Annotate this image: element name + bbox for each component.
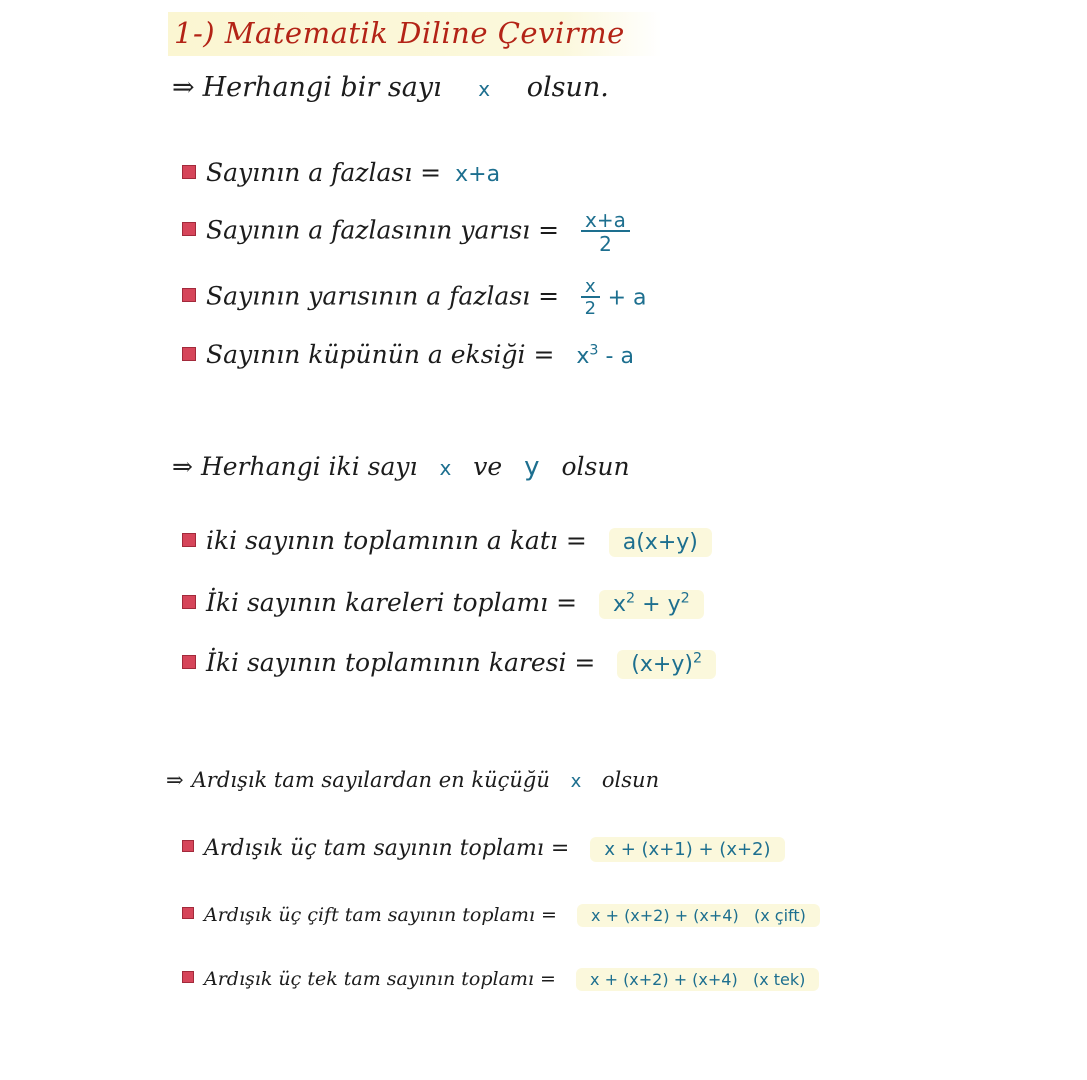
bullet-square-icon	[182, 655, 196, 669]
fraction: $\frac{x+a}{2}$	[581, 210, 630, 254]
list-item: Sayının yarısının a fazlası = $\frac{x}{2}$ + a	[182, 278, 647, 318]
math-expression: x + (x+1) + (x+2)	[590, 837, 784, 862]
math-expression: x + (x+2) + (x+4) (x tek)	[576, 968, 819, 991]
list-item: Ardışık üç tek tam sayının toplamı = x + (x+2) + (x+4) (x tek)	[182, 968, 819, 990]
condition-note: (x tek)	[752, 970, 806, 989]
section1-intro: ⇒ Herhangi bir sayı x olsun.	[172, 72, 609, 103]
fraction: $\frac{x}{2}$	[581, 278, 600, 318]
list-item: iki sayının toplamının a katı = a(x+y)	[182, 526, 712, 555]
list-item: İki sayının kareleri toplamı = $x^2 + y^2$	[182, 588, 704, 617]
bullet-square-icon	[182, 533, 196, 547]
section2-intro: ⇒ Herhangi iki sayı x ve y olsun	[172, 452, 630, 482]
list-item: Sayının a fazlasının yarısı = $\frac{x+a}{2}$	[182, 210, 630, 254]
list-item: İki sayının toplamının karesi = $(x+y)^2$	[182, 648, 716, 677]
implies-arrow-icon: ⇒	[172, 72, 195, 103]
bullet-square-icon	[182, 288, 196, 302]
variable-y: y	[524, 452, 540, 482]
list-item: Ardışık üç tam sayının toplamı = x + (x+1) + (x+2)	[182, 836, 785, 861]
bullet-square-icon	[182, 595, 196, 609]
bullet-square-icon	[182, 840, 194, 852]
bullet-square-icon	[182, 347, 196, 361]
math-expression: $x^3$ - a	[576, 342, 634, 369]
implies-arrow-icon: ⇒	[166, 768, 184, 792]
variable-x: x	[478, 77, 491, 101]
variable-x: x	[570, 771, 582, 792]
list-item: Sayının küpünün a eksiği = $x^3$ - a	[182, 340, 634, 369]
list-item: Ardışık üç çift tam sayının toplamı = x + (x+2) + (x+4) (x çift)	[182, 904, 820, 926]
condition-note: (x çift)	[753, 906, 806, 925]
bullet-square-icon	[182, 971, 194, 983]
math-expression: a(x+y)	[609, 528, 712, 557]
list-item: Sayının a fazlası = x+a	[182, 158, 500, 187]
bullet-square-icon	[182, 165, 196, 179]
variable-x: x	[439, 456, 452, 480]
page-title: 1-) Matematik Diline Çevirme	[168, 12, 661, 56]
section3-intro: ⇒ Ardışık tam sayılardan en küçüğü x olsun	[166, 768, 660, 792]
math-expression: x+a	[455, 162, 501, 187]
bullet-square-icon	[182, 907, 194, 919]
implies-arrow-icon: ⇒	[172, 452, 193, 481]
math-expression: $(x+y)^2$	[617, 650, 716, 679]
bullet-square-icon	[182, 222, 196, 236]
math-expression: x + (x+2) + (x+4) (x çift)	[577, 904, 820, 927]
math-expression: $x^2 + y^2$	[599, 590, 704, 619]
